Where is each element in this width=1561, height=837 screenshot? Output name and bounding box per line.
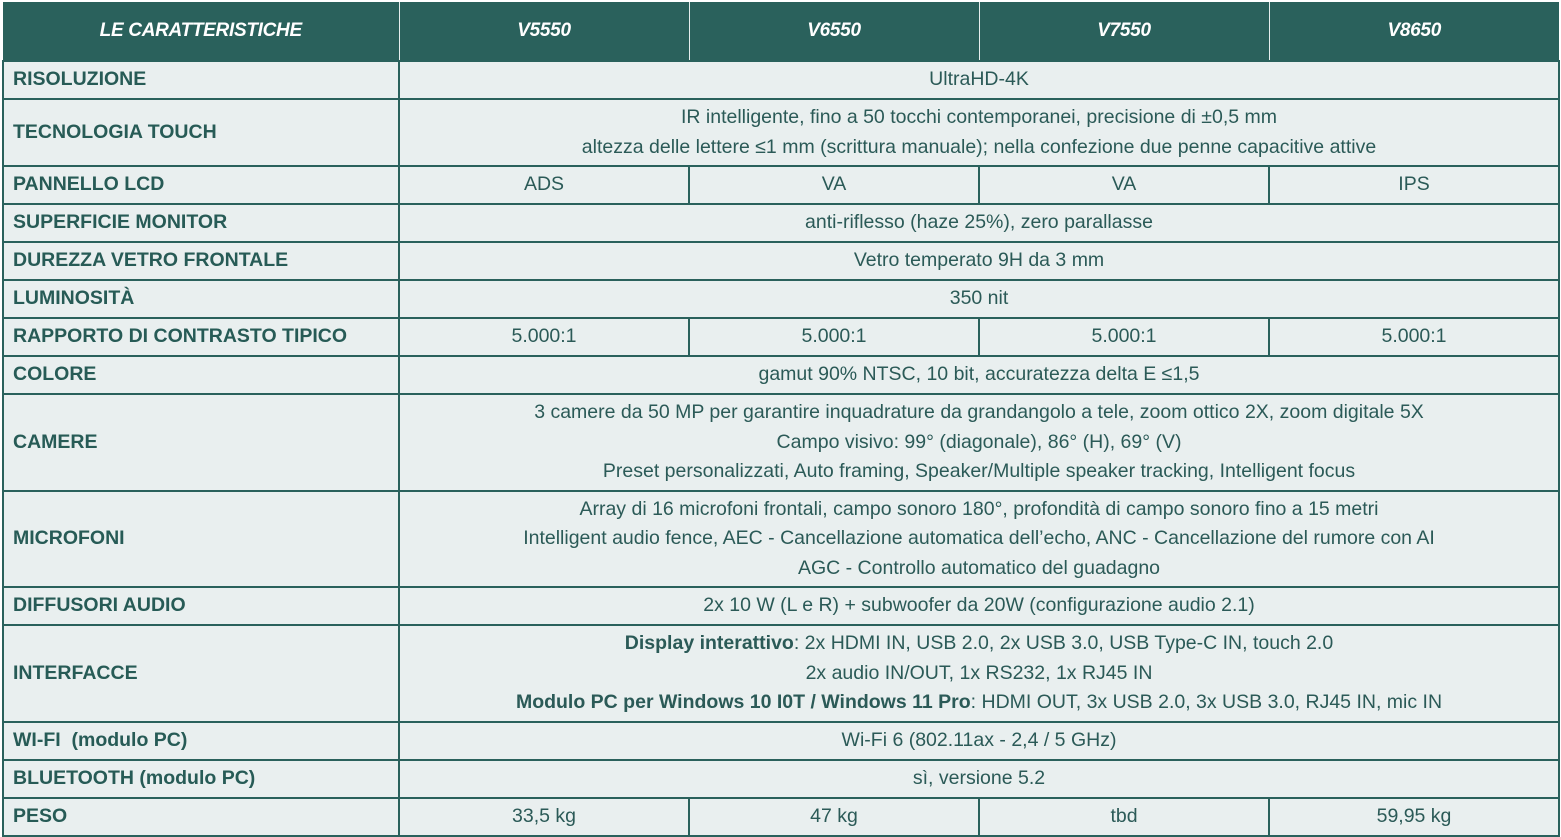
row-label: SUPERFICIE MONITOR bbox=[3, 204, 399, 242]
header-feature: LE CARATTERISTICHE bbox=[3, 2, 399, 61]
row-label: CAMERE bbox=[3, 394, 399, 491]
row-value: Vetro temperato 9H da 3 mm bbox=[399, 242, 1559, 280]
row-label: WI-FI (modulo PC) bbox=[3, 722, 399, 760]
row-label: LUMINOSITÀ bbox=[3, 280, 399, 318]
row-interfacce bbox=[3, 625, 1559, 722]
row-value: 5.000:1 bbox=[979, 318, 1269, 356]
row-label: DUREZZA VETRO FRONTALE bbox=[3, 242, 399, 280]
row-wifi bbox=[3, 722, 1559, 760]
row-value: anti-riflesso (haze 25%), zero parallasse bbox=[399, 204, 1559, 242]
row-label: DIFFUSORI AUDIO bbox=[3, 587, 399, 625]
row-label: TECNOLOGIA TOUCH bbox=[3, 99, 399, 166]
row-value: ADS bbox=[399, 166, 689, 204]
header-model: V5550 bbox=[399, 2, 689, 61]
row-bluetooth bbox=[3, 760, 1559, 798]
row-value: UltraHD-4K bbox=[399, 61, 1559, 99]
row-diffusori bbox=[3, 587, 1559, 625]
value-line: Preset personalizzati, Auto framing, Speaker/Multiple speaker tracking, Intelligent focus bbox=[602, 460, 1356, 482]
row-microfoni bbox=[3, 491, 1559, 588]
value-line: altezza delle lettere ≤1 mm (scrittura manuale); nella confezione due penne capacitive attive bbox=[581, 135, 1377, 158]
row-value: 2x 10 W (L e R) + subwoofer da 20W (configurazione audio 2.1) bbox=[399, 587, 1559, 625]
row-value: IPS bbox=[1269, 166, 1559, 204]
row-durezza bbox=[3, 242, 1559, 280]
row-value: Wi-Fi 6 (802.11ax - 2,4 / 5 GHz) bbox=[399, 722, 1559, 760]
value-line bbox=[404, 629, 1554, 659]
row-value: 59,95 kg bbox=[1269, 798, 1559, 836]
row-value: sì, versione 5.2 bbox=[399, 760, 1559, 798]
row-label: RAPPORTO DI CONTRASTO TIPICO bbox=[3, 318, 399, 356]
row-value: 5.000:1 bbox=[689, 318, 979, 356]
row-value bbox=[399, 99, 1559, 166]
row-luminosita bbox=[3, 280, 1559, 318]
row-value: VA bbox=[689, 166, 979, 204]
row-value: 47 kg bbox=[689, 798, 979, 836]
row-pannello bbox=[3, 166, 1559, 204]
row-colore bbox=[3, 356, 1559, 394]
value-bold: Modulo PC per Windows 10 I0T / Windows 11 Pro bbox=[515, 691, 971, 713]
row-label: MICROFONI bbox=[3, 491, 399, 588]
row-value bbox=[399, 394, 1559, 491]
spec-table bbox=[2, 2, 1560, 837]
row-label: PESO bbox=[3, 798, 399, 836]
header-row bbox=[3, 2, 1559, 61]
row-value: VA bbox=[979, 166, 1269, 204]
row-label: BLUETOOTH (modulo PC) bbox=[3, 760, 399, 798]
row-label: PANNELLO LCD bbox=[3, 166, 399, 204]
row-value: 5.000:1 bbox=[399, 318, 689, 356]
value-line: 3 camere da 50 MP per garantire inquadrature da grandangolo a tele, zoom ottico 2X, zoom digitale 5X bbox=[534, 401, 1424, 423]
row-label: COLORE bbox=[3, 356, 399, 394]
row-risoluzione bbox=[3, 61, 1559, 99]
value-bold: Display interattivo bbox=[624, 632, 794, 654]
row-value: 5.000:1 bbox=[1269, 318, 1559, 356]
header-model: V7550 bbox=[979, 2, 1269, 61]
row-camere bbox=[3, 394, 1559, 491]
row-touch bbox=[3, 99, 1559, 166]
row-superficie bbox=[3, 204, 1559, 242]
value-line: IR intelligente, fino a 50 tocchi contemporanei, precisione di ±0,5 mm bbox=[680, 106, 1278, 128]
row-value: 350 nit bbox=[399, 280, 1559, 318]
row-label: INTERFACCE bbox=[3, 625, 399, 722]
value-line: 2x audio IN/OUT, 1x RS232, 1x RJ45 IN bbox=[805, 661, 1153, 684]
value-line: AGC - Controllo automatico del guadagno bbox=[797, 556, 1161, 579]
header-model: V8650 bbox=[1269, 2, 1559, 61]
value-line bbox=[404, 688, 1554, 718]
header-model: V6550 bbox=[689, 2, 979, 61]
row-value: tbd bbox=[979, 798, 1269, 836]
row-value bbox=[399, 491, 1559, 588]
value-line: Campo visivo: 99° (diagonale), 86° (H), 69° (V) bbox=[776, 430, 1182, 453]
row-value: 33,5 kg bbox=[399, 798, 689, 836]
value-text: : HDMI OUT, 3x USB 2.0, 3x USB 3.0, RJ45 IN, mic IN bbox=[970, 691, 1443, 713]
row-label: RISOLUZIONE bbox=[3, 61, 399, 99]
row-value: gamut 90% NTSC, 10 bit, accuratezza delta E ≤1,5 bbox=[399, 356, 1559, 394]
row-value bbox=[399, 625, 1559, 722]
row-contrasto bbox=[3, 318, 1559, 356]
value-line: Array di 16 microfoni frontali, campo sonoro 180°, profondità di campo sonoro fino a 15 metri bbox=[579, 497, 1379, 520]
value-line: Intelligent audio fence, AEC - Cancellazione automatica dell’echo, ANC - Cancellazione del rumore con AI bbox=[523, 527, 1435, 549]
value-text: : 2x HDMI IN, USB 2.0, 2x USB 3.0, USB Type-C IN, touch 2.0 bbox=[793, 632, 1334, 654]
